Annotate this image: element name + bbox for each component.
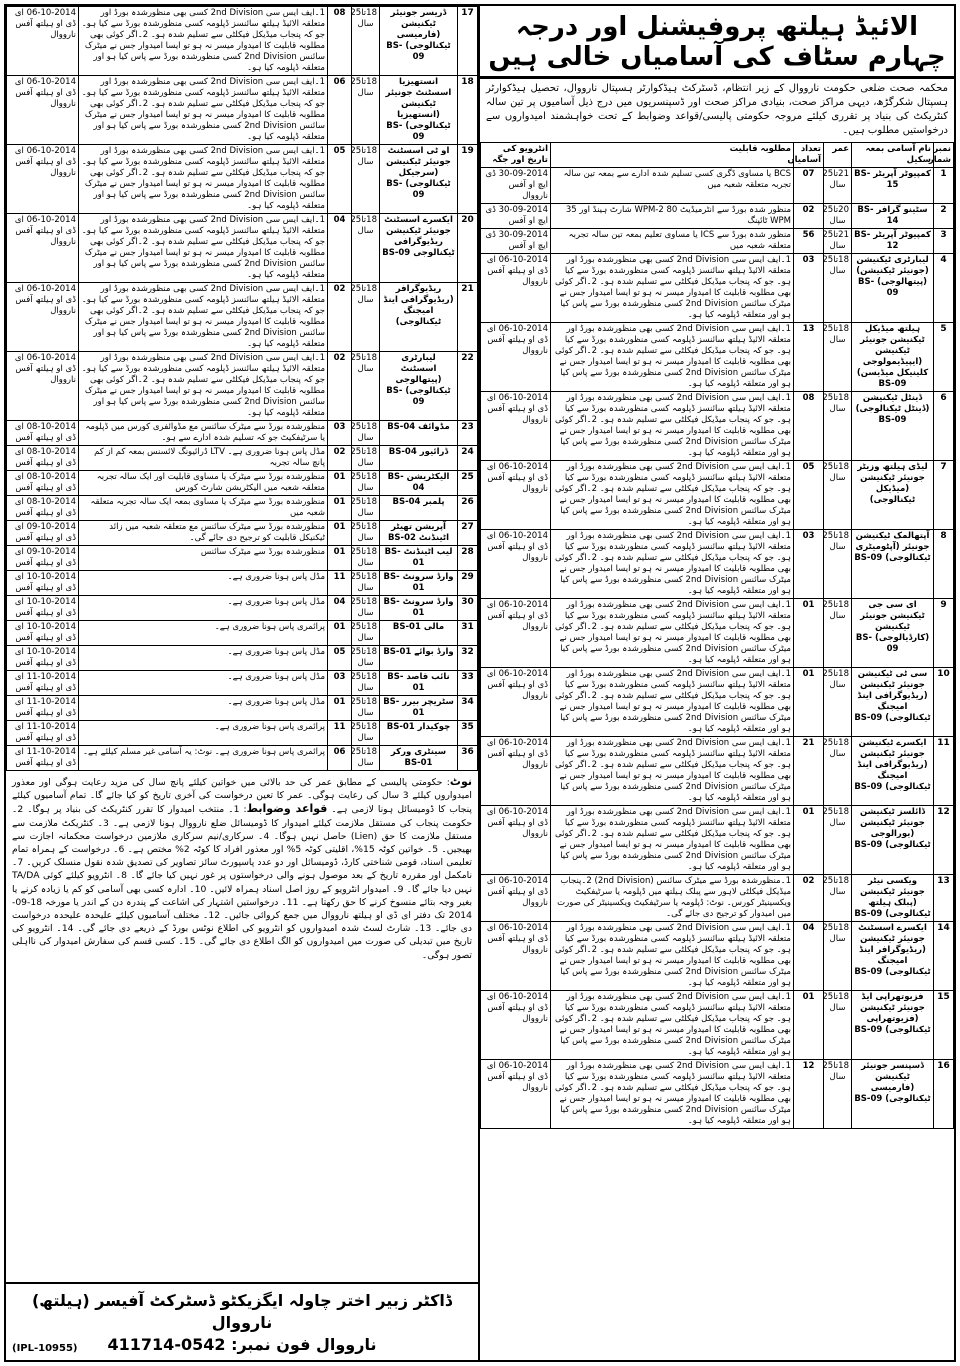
row-post: مڈوائف BS-04: [380, 421, 458, 446]
posts-table-left: [6, 6, 478, 771]
row-age: 18تا25 سال: [824, 323, 852, 392]
row-number: 25: [458, 471, 478, 496]
row-qualification: 1۔ایف ایس سی 2nd Division کسی بھی منظورشدہ بورڈ اور متعلقہ الائیڈ ہیلتھ سائنسز ڈپلومہ کسی منظورشدہ بورڈ سے کیا ہو۔ جو کہ پنجاب میڈیکل فیکلٹی سے تسلیم شدہ ہو۔ 2۔اگر کوئی بھی مطلوبہ قابلیت کا امیدوار میسر نہ ہو تو ایسا امیدوار جس نے میٹرک سائنس 2nd Division کسی منظورشدہ بورڈ سے پاس کیا ہو اور متعلقہ ڈپلومہ کیا ہو۔: [79, 76, 328, 145]
table-row: [481, 254, 954, 323]
row-qualification: مڈل پاس ہونا ضروری ہے۔: [79, 596, 328, 621]
row-age: 18تا25 سال: [824, 392, 852, 461]
row-post: ای سی جی ٹیکنیشن جونیئر ٹیکنیشن (کارڈیالوجی) BS-09: [852, 599, 934, 668]
row-age: 18تا25 سال: [352, 76, 380, 145]
row-number: 33: [458, 671, 478, 696]
table-row: [7, 283, 478, 352]
row-count: 01: [328, 521, 352, 546]
row-age: 18تا25 سال: [824, 922, 852, 991]
row-count: 05: [328, 145, 352, 214]
ad-title: الائیڈ ہیلتھ پروفیشنل اور درجہ چہارم سٹاف کی آسامیاں خالی ہیں: [480, 6, 954, 79]
table-row: [7, 7, 478, 76]
table-row: [7, 571, 478, 596]
row-number: 35: [458, 721, 478, 746]
row-qualification: پرائمری پاس ہونا ضروری ہے۔: [79, 721, 328, 746]
phone-number: 0542-411714: [107, 1335, 226, 1354]
header-qual: مطلوبہ قابلیت: [551, 143, 794, 168]
row-qualification: 1۔ایف ایس سی 2nd Division کسی بھی منظورشدہ بورڈ اور متعلقہ الائیڈ ہیلتھ سائنسز ڈپلومہ کسی منظورشدہ بورڈ سے کیا ہو۔ جو کہ پنجاب میڈیکل فیکلٹی سے تسلیم شدہ ہو۔ 2۔اگر کوئی بھی مطلوبہ قابلیت کا امیدوار میسر نہ ہو تو ایسا امیدوار جس نے میٹرک سائنس 2nd Division کسی منظورشدہ بورڈ سے پاس کیا ہو اور متعلقہ ڈپلومہ کیا ہو۔: [551, 1060, 794, 1129]
row-qualification: 1۔منظورشدہ بورڈ سے میٹرک سائنس (2nd Division) 2۔پنجاب میڈیکل فیکلٹی لاہور سے پبلک ہیلتھ میں ڈپلومہ یا سرٹیفکیٹ ویکسینیٹر کورس۔ نوٹ: ڈپلومہ یا سرٹیفکیٹ ویکسینیٹر کی صورت میں امیدوار کو ترجیح دی جائے گی۔: [551, 875, 794, 922]
row-number: 20: [458, 214, 478, 283]
row-post: وارڈ سرونٹ BS-01: [380, 596, 458, 621]
row-qualification: 1۔ایف ایس سی 2nd Division کسی بھی منظورشدہ بورڈ اور متعلقہ الائیڈ ہیلتھ سائنسز ڈپلومہ کسی منظورشدہ بورڈ سے کیا ہو۔ جو کہ پنجاب میڈیکل فیکلٹی سے تسلیم شدہ ہو۔ 2۔اگر کوئی بھی مطلوبہ قابلیت کا امیدوار میسر نہ ہو تو ایسا امیدوار جس نے میٹرک سائنس 2nd Division کسی منظورشدہ بورڈ سے پاس کیا ہو اور متعلقہ ڈپلومہ کیا ہو۔: [79, 214, 328, 283]
row-interview: 06-10-2014 ای ڈی او ہیلتھ آفس نارووال: [481, 991, 551, 1060]
table-row: [481, 229, 954, 254]
header-post: نام آسامی بمعہ سکیل: [852, 143, 934, 168]
table-row: [481, 668, 954, 737]
row-interview: 06-10-2014 ای ڈی او ہیلتھ آفس نارووال: [481, 530, 551, 599]
row-post: پلمبر BS-04: [380, 496, 458, 521]
table-row: [7, 214, 478, 283]
row-age: 18تا25 سال: [352, 7, 380, 76]
row-post: او ٹی اسسٹنٹ جونیئر ٹیکنیشن (سرجیکل ٹیکنالوجی) BS-09: [380, 145, 458, 214]
table-row: [7, 496, 478, 521]
row-qualification: BCS یا مساوی ڈگری کسی تسلیم شدہ ادارے سے بمعہ تین سالہ تجربہ متعلقہ شعبہ میں: [551, 168, 794, 204]
row-count: 01: [794, 599, 824, 668]
table-row: [481, 599, 954, 668]
table-row: [7, 621, 478, 646]
row-number: 29: [458, 571, 478, 596]
row-interview: 11-10-2014 ای ڈی او ہیلتھ آفس: [7, 671, 79, 696]
row-interview: 06-10-2014 ای ڈی او ہیلتھ آفس نارووال: [481, 392, 551, 461]
row-qualification: منظور شدہ بورڈ سے انٹرمیڈیٹ 80 WPM-2 شارٹ ہینڈ اور 35 WPM ٹائپنگ: [551, 204, 794, 229]
table-row: [7, 521, 478, 546]
table-row: [7, 696, 478, 721]
row-count: 12: [794, 1060, 824, 1129]
header-no: نمبر شمار: [934, 143, 954, 168]
row-count: 05: [328, 646, 352, 671]
row-post: سی ٹی ٹیکنیشن جونیئر ٹیکنیشن (ریڈیوگرافی اینڈ امیجنگ ٹیکنالوجی) BS-09: [852, 668, 934, 737]
row-number: 11: [934, 737, 954, 806]
row-interview: 06-10-2014 ای ڈی او ہیلتھ آفس نارووال: [7, 7, 79, 76]
row-qualification: 1۔ایف ایس سی 2nd Division کسی بھی منظورشدہ بورڈ اور متعلقہ الائیڈ ہیلتھ سائنسز ڈپلومہ کسی منظورشدہ بورڈ سے کیا ہو۔ جو کہ پنجاب میڈیکل فیکلٹی سے تسلیم شدہ ہو۔ 2۔اگر کوئی بھی مطلوبہ قابلیت کا امیدوار میسر نہ ہو تو ایسا امیدوار جس نے میٹرک سائنس 2nd Division کسی منظورشدہ بورڈ سے پاس کیا ہو اور متعلقہ ڈپلومہ کیا ہو۔: [79, 283, 328, 352]
row-qualification: 1۔ایف ایس سی 2nd Division کسی بھی منظورشدہ بورڈ اور متعلقہ الائیڈ ہیلتھ سائنسز ڈپلومہ کسی منظورشدہ بورڈ سے کیا ہو۔ جو کہ پنجاب میڈیکل فیکلٹی سے تسلیم شدہ ہو۔ 2۔اگر کوئی بھی مطلوبہ قابلیت کا امیدوار میسر نہ ہو تو ایسا امیدوار جس نے میٹرک سائنس 2nd Division کسی منظورشدہ بورڈ سے پاس کیا ہو اور متعلقہ ڈپلومہ کیا ہو۔: [79, 7, 328, 76]
row-post: لیبارٹری ٹیکنیشن (جونیئر ٹیکنیشن) (پیتھالوجی) BS-09: [852, 254, 934, 323]
row-count: 01: [328, 621, 352, 646]
row-age: 18تا25 سال: [824, 737, 852, 806]
row-count: 01: [794, 668, 824, 737]
row-count: 02: [794, 875, 824, 922]
notes-text: حکومتی پالیسی کے مطابق عمر کی حد بالائی میں خواتین کیلئے پانچ سال کی مزید رعایت ہوگی اور معذور امیدواروں کیلئے 3 سال کی رعایت ہوگی۔ عمر کا تعین درخواست کی آخری تاریخ کو کیا جائے گا۔ تمام آسامیوں کیلئے پنجاب کا ڈومیسائل ہونا لازمی ہے۔: [12, 777, 472, 816]
row-number: 31: [458, 621, 478, 646]
row-age: 18تا25 سال: [824, 991, 852, 1060]
row-interview: 06-10-2014 ای ڈی او ہیلتھ آفس نارووال: [7, 145, 79, 214]
row-qualification: 1۔ایف ایس سی 2nd Division کسی بھی منظورشدہ بورڈ اور متعلقہ الائیڈ ہیلتھ سائنسز ڈپلومہ کسی منظورشدہ بورڈ سے کیا ہو۔ جو کہ پنجاب میڈیکل فیکلٹی سے تسلیم شدہ ہو۔ 2۔اگر کوئی بھی مطلوبہ قابلیت کا امیدوار میسر نہ ہو تو ایسا امیدوار جس نے میٹرک سائنس 2nd Division کسی منظورشدہ بورڈ سے پاس کیا ہو اور متعلقہ ڈپلومہ کیا ہو۔: [551, 461, 794, 530]
row-interview: 06-10-2014 ای ڈی او ہیلتھ آفس نارووال: [481, 668, 551, 737]
table-row: [7, 746, 478, 771]
row-qualification: 1۔ایف ایس سی 2nd Division کسی بھی منظورشدہ بورڈ اور متعلقہ الائیڈ ہیلتھ سائنسز ڈپلومہ کسی منظورشدہ بورڈ سے کیا ہو۔ جو کہ پنجاب میڈیکل فیکلٹی سے تسلیم شدہ ہو۔ 2۔اگر کوئی بھی مطلوبہ قابلیت کا امیدوار میسر نہ ہو تو ایسا امیدوار جس نے میٹرک سائنس 2nd Division کسی منظورشدہ بورڈ سے پاس کیا ہو اور متعلقہ ڈپلومہ کیا ہو۔: [551, 806, 794, 875]
row-count: 02: [328, 446, 352, 471]
row-number: 36: [458, 746, 478, 771]
row-qualification: منظورشدہ بورڈ سے میٹرک یا مساوی قابلیت اور ایک سالہ تجربہ متعلقہ شعبہ میں الیکٹریشن شارٹ کورس: [79, 471, 328, 496]
row-count: 02: [794, 204, 824, 229]
table-row: [481, 168, 954, 204]
row-post: چوکیدار BS-01: [380, 721, 458, 746]
row-number: 1: [934, 168, 954, 204]
row-interview: 09-10-2014 ای ڈی او ہیلتھ آفس: [7, 546, 79, 571]
header-age: عمر: [824, 143, 852, 168]
row-number: 30: [458, 596, 478, 621]
rules-text: 1۔ منتخب امیدوار کا تقرر کنٹریکٹ کی بنیاد پر ہوگا۔ 2۔ حکومت پنجاب کی مستقل ملازمت کیلئے امیدوار کا ڈومیسائل ضلع نارووال ہونا لازمی ہے۔ 3۔ کنٹریکٹ ملازمت سے مستقل ملازمت کا حق (Lien) حاصل نہیں ہوگا۔ 4۔ سرکاری/نیم سرکاری ملازمین درخواست محکمانہ اجازت سے بھیجیں۔ 5۔ خواتین کوٹہ 15%، اقلیتی کوٹہ 5% اور معذور افراد کا کوٹہ 2% مختص ہے۔ 6۔ درخواست کے ہمراہ تمام تعلیمی اسناد، قومی شناختی کارڈ، ڈومیسائل اور دو عدد پاسپورٹ سائز تصاویر کی تصدیق شدہ نقول منسلک کریں۔ 7۔ نامکمل اور مقررہ تاریخ کے بعد موصول ہونے والی درخواستوں پر غور نہیں کیا جائے گا۔ 8۔ انٹرویو کیلئے کوئی TA/DA نہیں دیا جائے گا۔ 9۔ امیدوار انٹرویو کے روز اصل اسناد ہمراہ لائیں۔ 10۔ ادارہ کسی بھی آسامی کو کم یا زیادہ کرنے یا بغیر وجہ بتائے منسوخ کرنے کا حق رکھتا ہے۔ 11۔ درخواستیں اشتہار کی اشاعت کے پندرہ دن کے اندر یا مورخہ 18-09-2014 تک دفتر ای ڈی او ہیلتھ نارووال میں جمع کروائی جائیں۔ 12۔ مختلف آسامیوں کیلئے علیحدہ علیحدہ درخواست دی جائے۔ 13۔ شارٹ لسٹ شدہ امیدواروں کو انٹرویو کی اطلاع نوٹس بورڈ کے ذریعے دی جائے گی۔ 14۔ انٹرویو کی تاریخ میں تبدیلی کی صورت میں امیدواروں کو الگ اطلاع دی جائے گی۔ 15۔ کسی قسم کی سفارش امیدوار کی نااہلی تصور ہوگی۔: [12, 804, 473, 961]
row-age: 18تا25 سال: [352, 671, 380, 696]
row-qualification: 1۔ایف ایس سی 2nd Division کسی بھی منظورشدہ بورڈ اور متعلقہ الائیڈ ہیلتھ سائنسز ڈپلومہ کسی منظورشدہ بورڈ سے کیا ہو۔ جو کہ پنجاب میڈیکل فیکلٹی سے تسلیم شدہ ہو۔ 2۔اگر کوئی بھی مطلوبہ قابلیت کا امیدوار میسر نہ ہو تو ایسا امیدوار جس نے میٹرک سائنس 2nd Division کسی منظورشدہ بورڈ سے پاس کیا ہو اور متعلقہ ڈپلومہ کیا ہو۔: [551, 737, 794, 806]
row-post: ایکسرے اسسٹنٹ جونیئر ٹیکنیشن ریڈیوگرافی ٹیکنالوجی BS-09: [380, 214, 458, 283]
row-number: 34: [458, 696, 478, 721]
ad-intro: محکمہ صحت ضلعی حکومت نارووال کے زیر انتظام، ڈسٹرکٹ ہیڈکوارٹر ہسپتال نارووال، تحصیل ہیڈکوارٹر ہسپتال شکرگڑھ، دیہی مراکز صحت، بنیادی مراکز صحت اور ڈسپنسریوں میں درج ذیل آسامیوں پر تین سالہ کنٹریکٹ کی بنیاد پر تقرری کیلئے مروجہ حکومتی پالیسی/قواعد وضوابط کے تحت خواہشمند امیدواروں سے درخواستیں مطلوب ہیں۔: [486, 83, 948, 136]
table-row: [7, 646, 478, 671]
row-count: 02: [328, 283, 352, 352]
row-count: 03: [328, 671, 352, 696]
row-post: ڈینٹل ٹیکنیشن (ڈینٹل ٹیکنالوجی) BS-09: [852, 392, 934, 461]
row-post: ڈسپنسر جونیئر ٹیکنیشن (فارمیسی ٹیکنالوجی) BS-09: [852, 1060, 934, 1129]
row-interview: 10-10-2014 ای ڈی او ہیلتھ آفس: [7, 596, 79, 621]
row-qualification: 1۔ایف ایس سی 2nd Division کسی بھی منظورشدہ بورڈ اور متعلقہ الائیڈ ہیلتھ سائنسز ڈپلومہ کسی منظورشدہ بورڈ سے کیا ہو۔ جو کہ پنجاب میڈیکل فیکلٹی سے تسلیم شدہ ہو۔ 2۔اگر کوئی بھی مطلوبہ قابلیت کا امیدوار میسر نہ ہو تو ایسا امیدوار جس نے میٹرک سائنس 2nd Division کسی منظورشدہ بورڈ سے پاس کیا ہو اور متعلقہ ڈپلومہ کیا ہو۔: [551, 530, 794, 599]
row-age: 18تا25 سال: [824, 254, 852, 323]
row-post: وارڈ سرونٹ BS-01: [380, 571, 458, 596]
row-number: 18: [458, 76, 478, 145]
table-row: [481, 806, 954, 875]
row-number: 13: [934, 875, 954, 922]
row-interview: 06-10-2014 ای ڈی او ہیلتھ آفس نارووال: [481, 1060, 551, 1129]
row-interview: 06-10-2014 ای ڈی او ہیلتھ آفس نارووال: [481, 599, 551, 668]
row-interview: 30-09-2014 ڈی ایچ او آفس: [481, 204, 551, 229]
row-qualification: مڈل پاس ہونا ضروری ہے۔: [79, 571, 328, 596]
row-qualification: منظور شدہ بورڈ سے ICS یا مساوی تعلیم بمعہ تین سالہ تجربہ متعلقہ شعبہ میں: [551, 229, 794, 254]
row-count: 11: [328, 721, 352, 746]
row-age: 21تا25 سال: [824, 229, 852, 254]
row-age: 18تا25 سال: [352, 571, 380, 596]
row-number: 3: [934, 229, 954, 254]
row-number: 23: [458, 421, 478, 446]
row-number: 28: [458, 546, 478, 571]
row-count: 07: [794, 168, 824, 204]
table-row: [7, 671, 478, 696]
row-qualification: پرائمری پاس ہونا ضروری ہے۔: [79, 621, 328, 646]
row-post: کمپیوٹر آپریٹر BS-12: [852, 229, 934, 254]
left-table-body: [7, 7, 478, 771]
row-interview: 08-10-2014 ای ڈی او ہیلتھ آفس: [7, 471, 79, 496]
row-post: سٹریچر بیرر BS-01: [380, 696, 458, 721]
row-count: 11: [328, 571, 352, 596]
row-qualification: 1۔ایف ایس سی 2nd Division کسی بھی منظورشدہ بورڈ اور متعلقہ الائیڈ ہیلتھ سائنسز ڈپلومہ کسی منظورشدہ بورڈ سے کیا ہو۔ جو کہ پنجاب میڈیکل فیکلٹی سے تسلیم شدہ ہو۔ 2۔اگر کوئی بھی مطلوبہ قابلیت کا امیدوار میسر نہ ہو تو ایسا امیدوار جس نے میٹرک سائنس 2nd Division کسی منظورشدہ بورڈ سے پاس کیا ہو اور متعلقہ ڈپلومہ کیا ہو۔: [79, 145, 328, 214]
table-row: [481, 323, 954, 392]
row-interview: 06-10-2014 ای ڈی او ہیلتھ آفس نارووال: [481, 461, 551, 530]
row-age: 18تا25 سال: [352, 283, 380, 352]
row-number: 4: [934, 254, 954, 323]
row-age: 18تا25 سال: [824, 599, 852, 668]
row-qualification: 1۔ایف ایس سی 2nd Division کسی بھی منظورشدہ بورڈ اور متعلقہ الائیڈ ہیلتھ سائنسز ڈپلومہ کسی منظورشدہ بورڈ سے کیا ہو۔ جو کہ پنجاب میڈیکل فیکلٹی سے تسلیم شدہ ہو۔ 2۔اگر کوئی بھی مطلوبہ قابلیت کا امیدوار میسر نہ ہو تو ایسا امیدوار جس نے میٹرک سائنس 2nd Division کسی منظورشدہ بورڈ سے پاس کیا ہو اور متعلقہ ڈپلومہ کیا ہو۔: [551, 323, 794, 392]
row-interview: 10-10-2014 ای ڈی او ہیلتھ آفس: [7, 646, 79, 671]
row-post: ایکسرے اسسٹنٹ جونیئر ٹیکنیشن (ریڈیوگرافر اینڈ امیجنگ ٹیکنالوجی) BS-09: [852, 922, 934, 991]
row-count: 01: [328, 546, 352, 571]
row-count: 02: [328, 352, 352, 421]
header-count: تعداد آسامیاں: [794, 143, 824, 168]
header-interview: انٹرویو کی تاریخ اور جگہ: [481, 143, 551, 168]
table-row: [481, 737, 954, 806]
row-count: 56: [794, 229, 824, 254]
row-age: 20تا25 سال: [824, 204, 852, 229]
row-number: 22: [458, 352, 478, 421]
row-interview: 30-09-2014 ڈی ایچ او آفس: [481, 229, 551, 254]
row-age: 18تا25 سال: [824, 1060, 852, 1129]
table-row: [481, 530, 954, 599]
row-qualification: 1۔ایف ایس سی 2nd Division کسی بھی منظورشدہ بورڈ اور متعلقہ الائیڈ ہیلتھ سائنسز ڈپلومہ کسی منظورشدہ بورڈ سے کیا ہو۔ جو کہ پنجاب میڈیکل فیکلٹی سے تسلیم شدہ ہو۔ 2۔اگر کوئی بھی مطلوبہ قابلیت کا امیدوار میسر نہ ہو تو ایسا امیدوار جس نے میٹرک سائنس 2nd Division کسی منظورشدہ بورڈ سے پاس کیا ہو اور متعلقہ ڈپلومہ کیا ہو۔: [551, 991, 794, 1060]
row-count: 04: [328, 596, 352, 621]
row-interview: 06-10-2014 ای ڈی او ہیلتھ آفس نارووال: [7, 352, 79, 421]
table-row: [7, 421, 478, 446]
row-age: 18تا25 سال: [824, 806, 852, 875]
row-qualification: پرائمری پاس ہونا ضروری ہے۔ نوٹ: یہ آسامی غیر مسلم کیلئے ہے۔: [79, 746, 328, 771]
row-age: 18تا25 سال: [352, 352, 380, 421]
row-interview: 08-10-2014 ای ڈی او ہیلتھ آفس: [7, 496, 79, 521]
row-qualification: منظورشدہ بورڈ سے میٹرک سائنس مع مڈوائفری کورس میں ڈپلومہ یا سرٹیفکیٹ جو کہ تسلیم شدہ ادارے سے ہو۔: [79, 421, 328, 446]
notes-label: نوٹ: [449, 775, 472, 788]
row-count: 01: [794, 806, 824, 875]
row-interview: 06-10-2014 ای ڈی او ہیلتھ آفس نارووال: [481, 737, 551, 806]
row-number: 14: [934, 922, 954, 991]
row-count: 01: [794, 991, 824, 1060]
table-row: [481, 461, 954, 530]
row-interview: 09-10-2014 ای ڈی او ہیلتھ آفس: [7, 521, 79, 546]
table-row: [7, 446, 478, 471]
row-age: 18تا25 سال: [352, 471, 380, 496]
table-row: [7, 76, 478, 145]
advertisement-page: [4, 4, 956, 1362]
row-interview: 11-10-2014 ای ڈی او ہیلتھ آفس: [7, 696, 79, 721]
row-age: 18تا25 سال: [824, 461, 852, 530]
row-post: ویکسی نیٹر جونیئر ٹیکنیشن (پبلک ہیلتھ ٹیکنالوجی) BS-09: [852, 875, 934, 922]
row-age: 18تا25 سال: [352, 521, 380, 546]
left-column: [6, 6, 480, 1360]
row-qualification: منظورشدہ بورڈ سے میٹرک سائنس مع متعلقہ شعبہ میں زائد ٹیکنیکل قابلیت کو ترجیح دی جائے گی۔: [79, 521, 328, 546]
table-row: [481, 392, 954, 461]
row-age: 18تا25 سال: [352, 646, 380, 671]
row-qualification: 1۔ایف ایس سی 2nd Division کسی بھی منظورشدہ بورڈ اور متعلقہ الائیڈ ہیلتھ سائنسز ڈپلومہ کسی منظورشدہ بورڈ سے کیا ہو۔ جو کہ پنجاب میڈیکل فیکلٹی سے تسلیم شدہ ہو۔ 2۔اگر کوئی بھی مطلوبہ قابلیت کا امیدوار میسر نہ ہو تو ایسا امیدوار جس نے میٹرک سائنس 2nd Division کسی منظورشدہ بورڈ سے پاس کیا ہو اور متعلقہ ڈپلومہ کیا ہو۔: [551, 599, 794, 668]
table-row: [7, 721, 478, 746]
row-number: 19: [458, 145, 478, 214]
row-age: 18تا25 سال: [352, 546, 380, 571]
row-number: 15: [934, 991, 954, 1060]
officer-name: ڈاکٹر زبیر اختر چاولہ ایگزیکٹو ڈسٹرکٹ آفیسر (ہیلتھ) نارووال: [31, 1291, 453, 1332]
row-interview: 06-10-2014 ای ڈی او ہیلتھ آفس نارووال: [7, 214, 79, 283]
row-age: 18تا25 سال: [352, 214, 380, 283]
row-interview: 30-09-2014 ڈی ایچ او آفس نارووال: [481, 168, 551, 204]
row-count: 01: [328, 696, 352, 721]
row-post: لیب اٹینڈنٹ BS-01: [380, 546, 458, 571]
signature-block: [6, 1282, 478, 1360]
row-post: سینٹری ورکر BS-01: [380, 746, 458, 771]
row-post: آپریشن تھیٹر اٹینڈنٹ BS-02: [380, 521, 458, 546]
row-age: 18تا25 سال: [352, 145, 380, 214]
row-interview: 06-10-2014 ای ڈی او ہیلتھ آفس نارووال: [481, 323, 551, 392]
row-qualification: 1۔ایف ایس سی 2nd Division کسی بھی منظورشدہ بورڈ اور متعلقہ الائیڈ ہیلتھ سائنسز ڈپلومہ کسی منظورشدہ بورڈ سے کیا ہو۔ جو کہ پنجاب میڈیکل فیکلٹی سے تسلیم شدہ ہو۔ 2۔اگر کوئی بھی مطلوبہ قابلیت کا امیدوار میسر نہ ہو تو ایسا امیدوار جس نے میٹرک سائنس 2nd Division کسی منظورشدہ بورڈ سے پاس کیا ہو اور متعلقہ ڈپلومہ کیا ہو۔: [551, 668, 794, 737]
row-age: 21تا25 سال: [824, 168, 852, 204]
row-post: انستھیزیا اسسٹنٹ جونیئر ٹیکنیشن (انستھیزیا ٹیکنالوجی) BS-09: [380, 76, 458, 145]
table-header-row: [481, 143, 954, 168]
row-number: 26: [458, 496, 478, 521]
row-count: 21: [794, 737, 824, 806]
row-qualification: مڈل پاس ہونا ضروری ہے۔: [79, 671, 328, 696]
row-number: 10: [934, 668, 954, 737]
row-interview: 06-10-2014 ای ڈی او ہیلتھ آفس نارووال: [481, 254, 551, 323]
phone-label: نارووال فون نمبر:: [231, 1335, 377, 1354]
row-post: ہیلتھ میڈیکل ٹیکنیشن جونیئر ٹیکنیشن (ایپیڈیمولوجی کلینیکل میڈیسن) BS-09: [852, 323, 934, 392]
right-table-body: [481, 168, 954, 1129]
table-row: [7, 145, 478, 214]
row-count: 03: [794, 530, 824, 599]
row-number: 7: [934, 461, 954, 530]
row-interview: 11-10-2014 ای ڈی او ہیلتھ آفس: [7, 721, 79, 746]
row-number: 17: [458, 7, 478, 76]
row-count: 01: [328, 471, 352, 496]
table-row: [7, 352, 478, 421]
row-age: 18تا25 سال: [824, 875, 852, 922]
row-post: ڈائلسز ٹیکنیشن جونیئر ٹیکنیشن (یورالوجی ٹیکنالوجی) BS-09: [852, 806, 934, 875]
row-age: 18تا25 سال: [824, 668, 852, 737]
table-row: [481, 875, 954, 922]
row-post: الیکٹریشن BS-04: [380, 471, 458, 496]
row-qualification: 1۔ایف ایس سی 2nd Division کسی بھی منظورشدہ بورڈ اور متعلقہ الائیڈ ہیلتھ سائنسز ڈپلومہ کسی منظورشدہ بورڈ سے کیا ہو۔ جو کہ پنجاب میڈیکل فیکلٹی سے تسلیم شدہ ہو۔ 2۔اگر کوئی بھی مطلوبہ قابلیت کا امیدوار میسر نہ ہو تو ایسا امیدوار جس نے میٹرک سائنس 2nd Division کسی منظورشدہ بورڈ سے پاس کیا ہو اور متعلقہ ڈپلومہ کیا ہو۔: [551, 392, 794, 461]
row-number: 9: [934, 599, 954, 668]
row-age: 18تا25 سال: [352, 696, 380, 721]
row-interview: 08-10-2014 ای ڈی او ہیلتھ آفس: [7, 446, 79, 471]
row-count: 04: [794, 922, 824, 991]
row-age: 18تا25 سال: [352, 496, 380, 521]
row-post: ریڈیوگرافر (ریڈیوگرافی اینڈ امیجنگ ٹیکنالوجی): [380, 283, 458, 352]
row-post: آپتھالمک ٹیکنیشن جونیئر (آپٹومیٹری ٹیکنالوجی) BS-09: [852, 530, 934, 599]
row-interview: 06-10-2014 ای ڈی او ہیلتھ آفس نارووال: [481, 806, 551, 875]
row-count: 05: [794, 461, 824, 530]
row-post: لیبارٹری اسسٹنٹ (پیتھالوجی ٹیکنالوجی) BS-09: [380, 352, 458, 421]
row-qualification: 1۔ایف ایس سی 2nd Division کسی بھی منظورشدہ بورڈ اور متعلقہ الائیڈ ہیلتھ سائنسز ڈپلومہ کسی منظورشدہ بورڈ سے کیا ہو۔ جو کہ پنجاب میڈیکل فیکلٹی سے تسلیم شدہ ہو۔ 2۔اگر کوئی بھی مطلوبہ قابلیت کا امیدوار میسر نہ ہو تو ایسا امیدوار جس نے میٹرک سائنس 2nd Division کسی منظورشدہ بورڈ سے پاس کیا ہو اور متعلقہ ڈپلومہ کیا ہو۔: [79, 352, 328, 421]
row-age: 18تا25 سال: [352, 446, 380, 471]
row-count: 04: [328, 214, 352, 283]
table-row: [481, 991, 954, 1060]
row-number: 12: [934, 806, 954, 875]
row-qualification: منظورشدہ بورڈ سے میٹرک یا مساوی بمعہ ایک سالہ تجربہ متعلقہ شعبہ میں: [79, 496, 328, 521]
row-interview: 11-10-2014 ای ڈی او ہیلتھ آفس: [7, 746, 79, 771]
row-age: 18تا25 سال: [352, 746, 380, 771]
row-post: سٹینو گرافر BS-14: [852, 204, 934, 229]
row-age: 18تا25 سال: [352, 596, 380, 621]
row-number: 21: [458, 283, 478, 352]
row-interview: 08-10-2014 ای ڈی او ہیلتھ آفس: [7, 421, 79, 446]
row-count: 06: [328, 746, 352, 771]
rules-label: قواعد وضوابط: [246, 802, 328, 816]
row-count: 03: [794, 254, 824, 323]
row-post: وارڈ بوائے BS-01: [380, 646, 458, 671]
row-post: فزیوتھراپی ایڈ جونیئر ٹیکنیشن (فزیوتھراپی ٹیکنالوجی) BS-09: [852, 991, 934, 1060]
row-count: 08: [794, 392, 824, 461]
ipl-code: (IPL-10955): [12, 1343, 78, 1354]
table-row: [481, 204, 954, 229]
row-age: 18تا25 سال: [824, 530, 852, 599]
row-post: ڈرائیور BS-04: [380, 446, 458, 471]
table-row: [481, 1060, 954, 1129]
row-interview: 06-10-2014 ای ڈی او ہیلتھ آفس نارووال: [7, 283, 79, 352]
row-number: 6: [934, 392, 954, 461]
table-row: [7, 471, 478, 496]
row-count: 13: [794, 323, 824, 392]
row-post: لیڈی ہیلتھ وزیٹر جونیئر ٹیکنیشن (میڈیکل ٹیکنالوجی): [852, 461, 934, 530]
row-post: کمپیوٹر آپریٹر BS-15: [852, 168, 934, 204]
table-row: [7, 596, 478, 621]
row-qualification: 1۔ایف ایس سی 2nd Division کسی بھی منظورشدہ بورڈ اور متعلقہ الائیڈ ہیلتھ سائنسز ڈپلومہ کسی منظورشدہ بورڈ سے کیا ہو۔ جو کہ پنجاب میڈیکل فیکلٹی سے تسلیم شدہ ہو۔ 2۔اگر کوئی بھی مطلوبہ قابلیت کا امیدوار میسر نہ ہو تو ایسا امیدوار جس نے میٹرک سائنس 2nd Division کسی منظورشدہ بورڈ سے پاس کیا ہو اور متعلقہ ڈپلومہ کیا ہو۔: [551, 254, 794, 323]
row-number: 2: [934, 204, 954, 229]
row-age: 18تا25 سال: [352, 721, 380, 746]
row-interview: 06-10-2014 ای ڈی او ہیلتھ آفس نارووال: [481, 875, 551, 922]
posts-table-right: [480, 142, 954, 1129]
row-post: نائب قاصد BS-01: [380, 671, 458, 696]
right-column: [480, 6, 954, 1360]
row-number: 24: [458, 446, 478, 471]
row-qualification: 1۔ایف ایس سی 2nd Division کسی بھی منظورشدہ بورڈ اور متعلقہ الائیڈ ہیلتھ سائنسز ڈپلومہ کسی منظورشدہ بورڈ سے کیا ہو۔ جو کہ پنجاب میڈیکل فیکلٹی سے تسلیم شدہ ہو۔ 2۔اگر کوئی بھی مطلوبہ قابلیت کا امیدوار میسر نہ ہو تو ایسا امیدوار جس نے میٹرک سائنس 2nd Division کسی منظورشدہ بورڈ سے پاس کیا ہو اور متعلقہ ڈپلومہ کیا ہو۔: [551, 922, 794, 991]
row-count: 03: [328, 421, 352, 446]
table-row: [481, 922, 954, 991]
row-qualification: مڈل پاس ہونا ضروری ہے۔: [79, 646, 328, 671]
row-number: 27: [458, 521, 478, 546]
table-row: [7, 546, 478, 571]
row-number: 5: [934, 323, 954, 392]
row-qualification: منظورشدہ بورڈ سے میٹرک سائنس: [79, 546, 328, 571]
row-interview: 06-10-2014 ای ڈی او ہیلتھ آفس نارووال: [481, 922, 551, 991]
row-count: 01: [328, 496, 352, 521]
row-post: مالی BS-01: [380, 621, 458, 646]
row-count: 08: [328, 7, 352, 76]
row-interview: 10-10-2014 ای ڈی او ہیلتھ آفس: [7, 621, 79, 646]
row-interview: 06-10-2014 ای ڈی او ہیلتھ آفس نارووال: [7, 76, 79, 145]
row-count: 06: [328, 76, 352, 145]
row-qualification: مڈل پاس ہونا ضروری ہے۔: [79, 696, 328, 721]
row-age: 18تا25 سال: [352, 621, 380, 646]
row-post: ڈریسر جونیئر ٹیکنیشن (فارمیسی ٹیکنالوجی) BS-09: [380, 7, 458, 76]
row-number: 8: [934, 530, 954, 599]
row-age: 18تا25 سال: [352, 421, 380, 446]
row-post: ایکسرے ٹیکنیشن جونیئر ٹیکنیشن (ریڈیوگرافی اینڈ امیجنگ ٹیکنالوجی) BS-09: [852, 737, 934, 806]
row-number: 32: [458, 646, 478, 671]
notes-section: نوٹ: حکومتی پالیسی کے مطابق عمر کی حد بالائی میں خواتین کیلئے پانچ سال کی مزید رعایت ہوگی اور معذور امیدواروں کیلئے 3 سال کی رعایت ہوگی۔ عمر کا تعین درخواست کی آخری تاریخ کو کیا جائے گا۔ تمام آسامیوں کیلئے پنجاب کا ڈومیسائل ہونا لازمی ہے۔ قواعد وضوابط: 1۔ منتخب امیدوار کا تقرر کنٹریکٹ کی بنیاد پر ہوگا۔ 2۔ حکومت پنجاب کی مستقل ملازمت کیلئے امیدوار کا ڈومیسائل ضلع نارووال ہونا لازمی ہے۔ 3۔ کنٹریکٹ ملازمت سے مستقل ملازمت کا حق (Lien) حاصل نہیں ہوگا۔ 4۔ سرکاری/نیم سرکاری ملازمین درخواست محکمانہ اجازت سے بھیجیں۔ 5۔ خواتین کوٹہ 15%، اقلیتی کوٹہ 5% اور معذور افراد کا کوٹہ 2% مختص ہے۔ 6۔ درخواست کے ہمراہ تمام تعلیمی اسناد، قومی شناختی کارڈ، ڈومیسائل اور دو عدد پاسپورٹ سائز تصاویر کی تصدیق شدہ نقول منسلک کریں۔ 7۔ نامکمل اور مقررہ تاریخ کے بعد موصول ہونے والی درخواستوں پر غور نہیں کیا جائے گا۔ 8۔ انٹرویو کیلئے کوئی TA/DA نہیں دیا جائے گا۔ 9۔ امیدوار انٹرویو کے روز اصل اسناد ہمراہ لائیں۔ 10۔ ادارہ کسی بھی آسامی کو کم یا زیادہ کرنے یا بغیر وجہ بتائے منسوخ کرنے کا حق رکھتا ہے۔ 11۔ درخواستیں اشتہار کی اشاعت کے پندرہ دن کے اندر یا مورخہ 18-09-2014 تک دفتر ای ڈی او ہیلتھ نارووال میں جمع کروائی جائیں۔ 12۔ مختلف آسامیوں کیلئے علیحدہ علیحدہ درخواست دی جائے۔ 13۔ شارٹ لسٹ شدہ امیدواروں کو انٹرویو کی اطلاع نوٹس بورڈ کے ذریعے دی جائے گی۔ 14۔ انٹرویو کی تاریخ میں تبدیلی کی صورت میں امیدواروں کو الگ اطلاع دی جائے گی۔ 15۔ کسی قسم کی سفارش امیدوار کی نااہلی تصور ہوگی۔: [12, 775, 473, 961]
row-number: 16: [934, 1060, 954, 1129]
row-interview: 10-10-2014 ای ڈی او ہیلتھ آفس: [7, 571, 79, 596]
row-qualification: مڈل پاس ہونا ضروری ہے۔ LTV ڈرائیونگ لائسنس بمعہ کم از کم پانچ سالہ تجربہ: [79, 446, 328, 471]
